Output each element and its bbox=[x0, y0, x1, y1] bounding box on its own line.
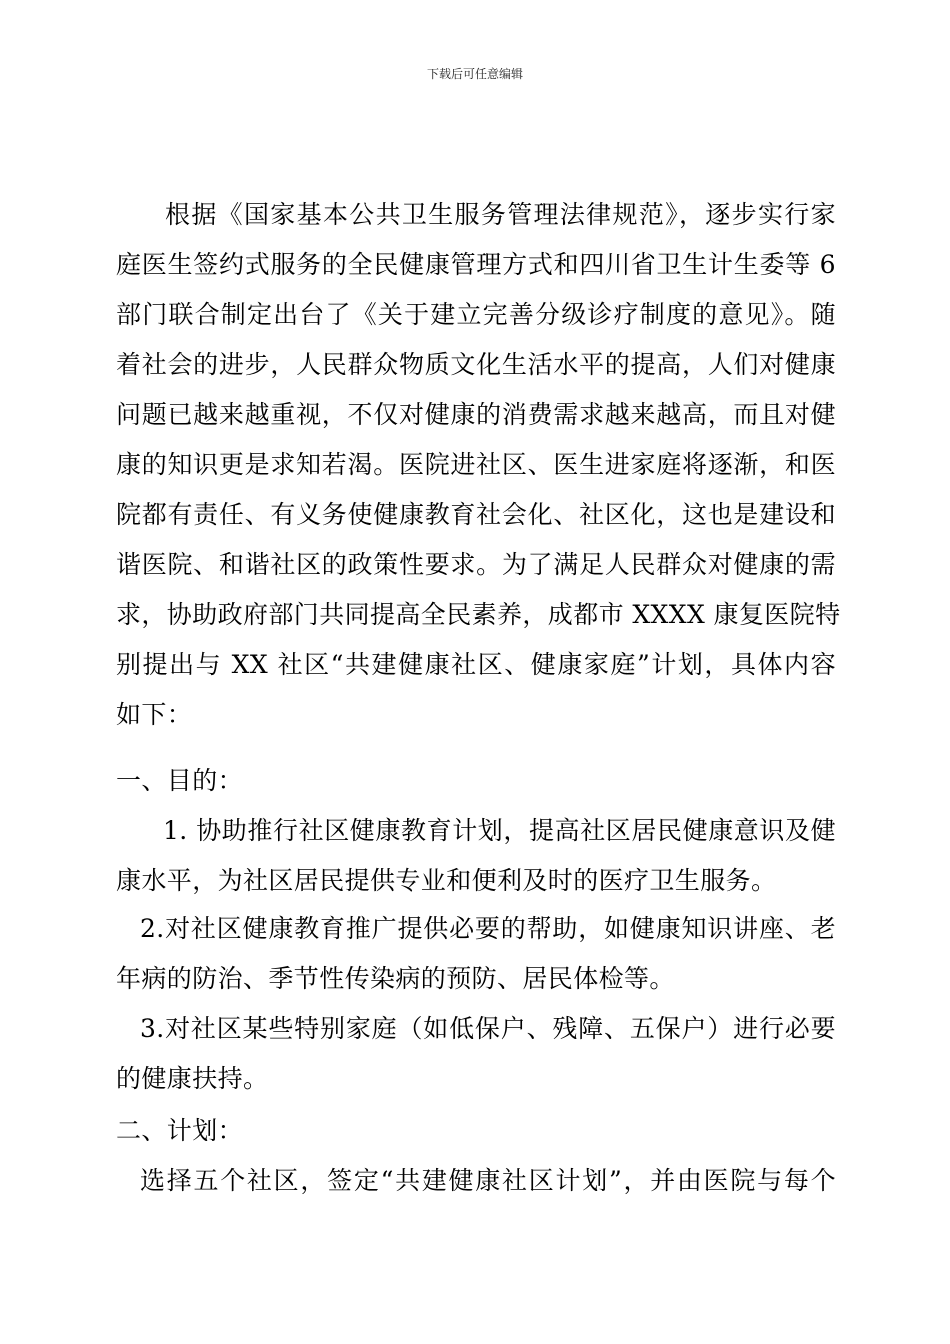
section-heading: 二、计划： bbox=[116, 1116, 244, 1145]
paragraph-line: 着社会的进步，人民群众物质文化生活水平的提高，人们对健康 bbox=[116, 350, 836, 379]
list-item-line: 康水平，为社区居民提供专业和便利及时的医疗卫生服务。 bbox=[116, 866, 777, 895]
paragraph-line: 庭医生签约式服务的全民健康管理方式和四川省卫生计生委等 6 bbox=[116, 250, 836, 279]
paragraph-line: 院都有责任、有义务使健康教育社会化、社区化，这也是建设和 bbox=[116, 500, 836, 529]
paragraph-line: 康的知识更是求知若渴。医院进社区、医生进家庭将逐渐，和医 bbox=[116, 450, 836, 479]
list-item-line: 1. 协助推行社区健康教育计划，提高社区居民健康意识及健 bbox=[163, 816, 836, 845]
section-heading: 一、目的： bbox=[116, 766, 244, 795]
paragraph-line: 选择五个社区，签定“共建健康社区计划”，并由医院与每个 bbox=[140, 1166, 836, 1195]
page-header: 下载后可任意编辑 bbox=[426, 67, 523, 81]
list-item-line: 2.对社区健康教育推广提供必要的帮助，如健康知识讲座、老 bbox=[140, 914, 836, 943]
paragraph-line: 根据《国家基本公共卫生服务管理法律规范》，逐步实行家 bbox=[165, 200, 836, 229]
paragraph-line: 谐医院、和谐社区的政策性要求。为了满足人民群众对健康的需 bbox=[116, 550, 836, 579]
paragraph-line: 部门联合制定出台了《关于建立完善分级诊疗制度的意见》。随 bbox=[116, 300, 836, 329]
list-item-line: 年病的防治、季节性传染病的预防、居民体检等。 bbox=[116, 964, 675, 993]
paragraph-line: 问题已越来越重视，不仅对健康的消费需求越来越高，而且对健 bbox=[116, 400, 836, 429]
paragraph-line: 求，协助政府部门共同提高全民素养，成都市 XXXX 康复医院特 bbox=[116, 600, 841, 629]
paragraph-line: 别提出与 XX 社区“共建健康社区、健康家庭”计划，具体内容 bbox=[116, 650, 836, 679]
list-item-line: 的健康扶持。 bbox=[116, 1064, 269, 1093]
paragraph-line: 如下： bbox=[116, 700, 193, 729]
list-item-line: 3.对社区某些特别家庭（如低保户、残障、五保户）进行必要 bbox=[140, 1014, 836, 1043]
